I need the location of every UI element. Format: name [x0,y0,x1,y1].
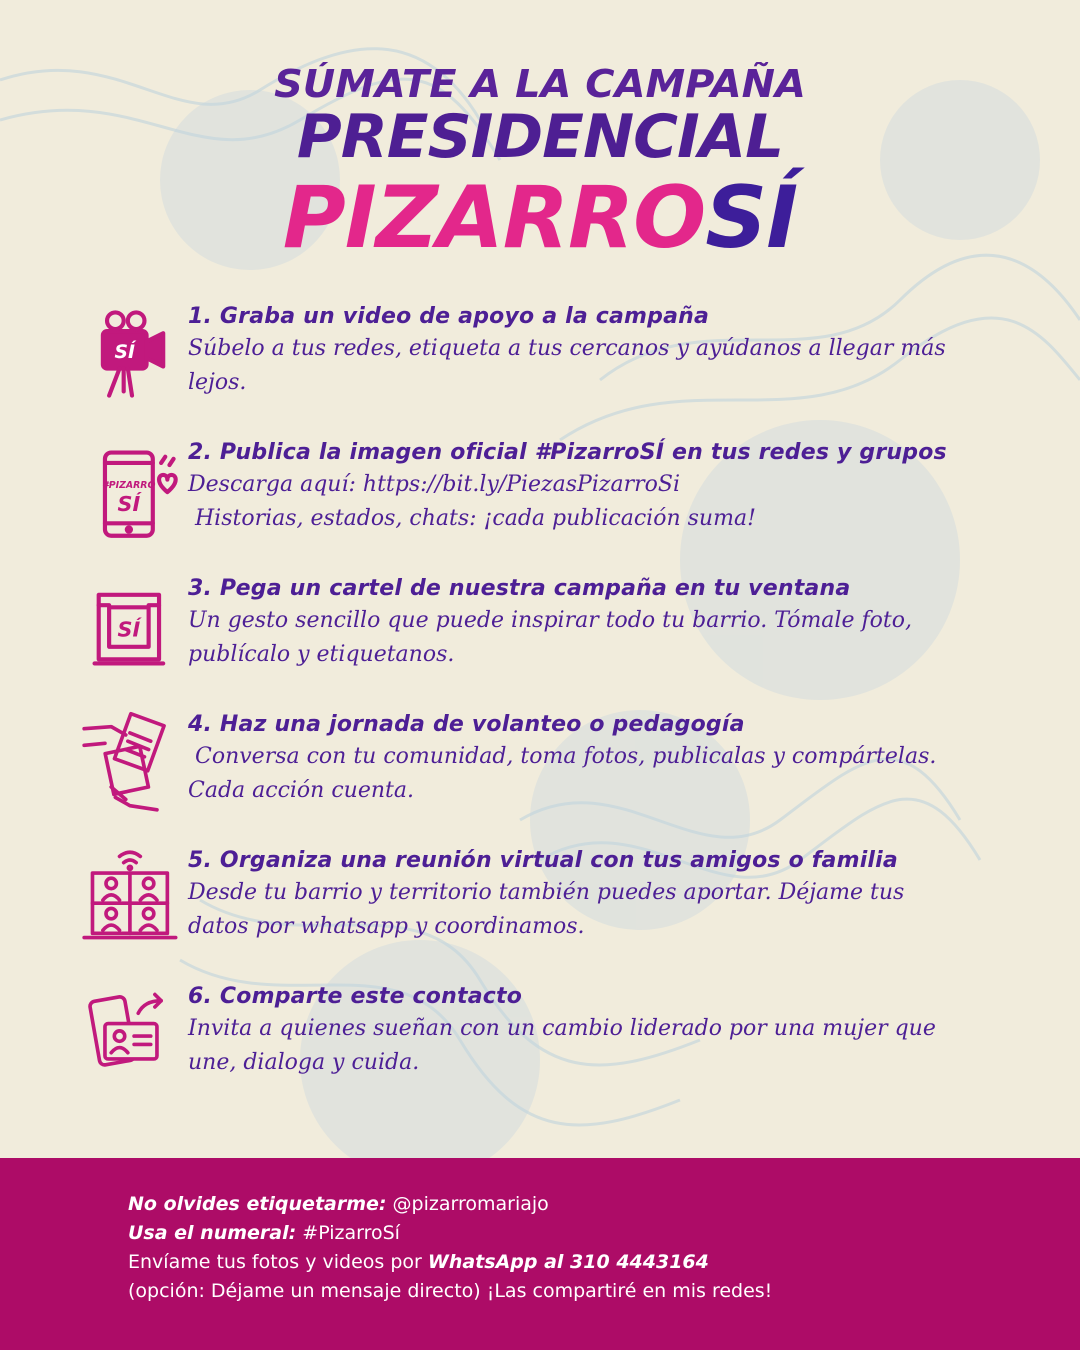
step-2-desc-line-2: Historias, estados, chats: ¡cada publicación suma! [188,506,756,531]
headline [0,62,1080,268]
step-3-desc-line-2: publícalo y etiquetanos. [188,642,455,667]
flyer-hands-icon [80,710,184,814]
step-6-desc-line-1: Invita a quienes sueñan con un cambio liderado por una mujer que [188,1016,936,1041]
step-5-desc-line-2: datos por whatsapp y coordinamos. [188,914,585,939]
footer-text [128,1190,1028,1306]
step-6-desc-line-2: une, dialoga y cuida. [188,1050,420,1075]
window-poster-icon [80,574,184,678]
brand-title-pizarro: PIZARRO [282,168,706,268]
step-4-desc-line-1: Conversa con tu comunidad, toma fotos, publicalas y compártelas. [188,744,937,769]
footer-line-2 [128,1219,1028,1248]
step-6-title: 6. Comparte este contacto [188,984,523,1009]
footer-hashtag[interactable]: #PizarroSí [296,1222,400,1244]
step-5 [80,846,1020,966]
step-1-desc-line-1: Súbelo a tus redes, etiqueta a tus cercanos y ayúdanos a llegar más [188,336,946,361]
step-2-title: 2. Publica la imagen oficial #PizarroSÍ en tus redes y grupos [188,440,947,465]
footer-tag-label: No olvides etiquetarme: [128,1193,387,1215]
headline-line-1: SÚMATE A LA CAMPAÑA [274,62,806,106]
step-4 [80,710,1020,830]
brand-title [0,168,1080,268]
phone-icon [80,438,184,542]
step-2-desc-line-1: Descarga aquí: https://bit.ly/PiezasPizarroSi [188,472,680,497]
phone-badge-text: SÍ [117,491,141,516]
window-badge-text: SÍ [117,617,141,642]
step-1-title: 1. Graba un video de apoyo a la campaña [188,304,710,329]
footer-bar [0,1158,1080,1350]
footer-line-3 [128,1248,1028,1277]
footer-line-1 [128,1190,1028,1219]
video-camera-icon [80,302,184,406]
step-2 [80,438,1020,558]
step-1-desc-line-2: lejos. [188,370,247,395]
phone-brand-text: #PIZARRO [102,479,156,491]
step-3-desc-line-1: Un gesto sencillo que puede inspirar todo tu barrio. Tómale foto, [188,608,912,633]
footer-hashtag-label: Usa el numeral: [128,1222,297,1244]
step-6 [80,982,1020,1102]
footer-line-4: (opción: Déjame un mensaje directo) ¡Las compartiré en mis redes! [128,1280,773,1302]
brand-title-si: SÍ [705,168,798,268]
camera-badge-text: SÍ [114,342,135,364]
step-4-title: 4. Haz una jornada de volanteo o pedagogía [188,712,745,737]
step-1 [80,302,1020,422]
video-call-icon [80,846,184,950]
step-3-title: 3. Pega un cartel de nuestra campaña en tu ventana [188,576,851,601]
footer-handle[interactable]: @pizarromariajo [386,1193,549,1215]
share-contact-icon [80,982,184,1086]
step-5-title: 5. Organiza una reunión virtual con tus amigos o familia [188,848,898,873]
footer-whatsapp[interactable]: WhatsApp al 310 4443164 [427,1251,709,1273]
step-4-desc-line-2: Cada acción cuenta. [188,778,414,803]
step-3 [80,574,1020,694]
step-5-desc-line-1: Desde tu barrio y territorio también puedes aportar. Déjame tus [188,880,905,905]
footer-send-text: Envíame tus fotos y videos por [128,1251,428,1273]
headline-line-2: PRESIDENCIAL [296,102,784,172]
